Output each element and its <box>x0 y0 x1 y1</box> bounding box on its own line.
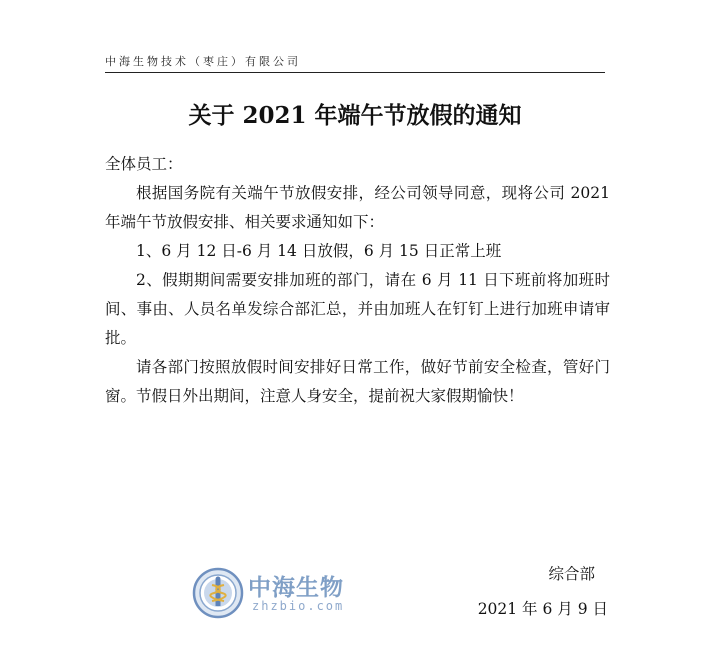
paragraph-closing: 请各部门按照放假时间安排好日常工作，做好节前安全检查，管好门窗。节假日外出期间，注意人身安全，提前祝大家假期愉快！ <box>105 358 610 405</box>
letterhead <box>105 50 605 73</box>
notice-title: 关于 2021 年端午节放假的通知 <box>188 102 522 129</box>
paragraph-intro: 根据国务院有关端午节放假安排，经公司领导同意，现将公司 2021 年端午节放假安排、相关要求通知如下： <box>105 184 610 231</box>
paragraph-item-1: 1、6 月 12 日-6 月 14 日放假，6 月 15 日正常上班 <box>136 242 502 260</box>
signature-department: 综合部 <box>548 565 595 583</box>
notice-body <box>105 150 610 411</box>
watermark-name: 中海生物 <box>248 575 344 601</box>
company-name: 中海生物技术（枣庄）有限公司 <box>105 55 301 68</box>
company-watermark-logo <box>192 565 362 620</box>
medical-emblem-icon <box>192 567 244 619</box>
paragraph-item-2: 2、假期期间需要安排加班的部门，请在 6 月 11 日下班前将加班时间、事由、人员名单发综合部汇总，并由加班人在钉钉上进行加班申请审批。 <box>105 271 611 347</box>
signature-date: 2021 年 6 月 9 日 <box>477 600 608 618</box>
salutation: 全体员工： <box>105 155 183 173</box>
watermark-url: zhzbio.com <box>252 599 345 613</box>
